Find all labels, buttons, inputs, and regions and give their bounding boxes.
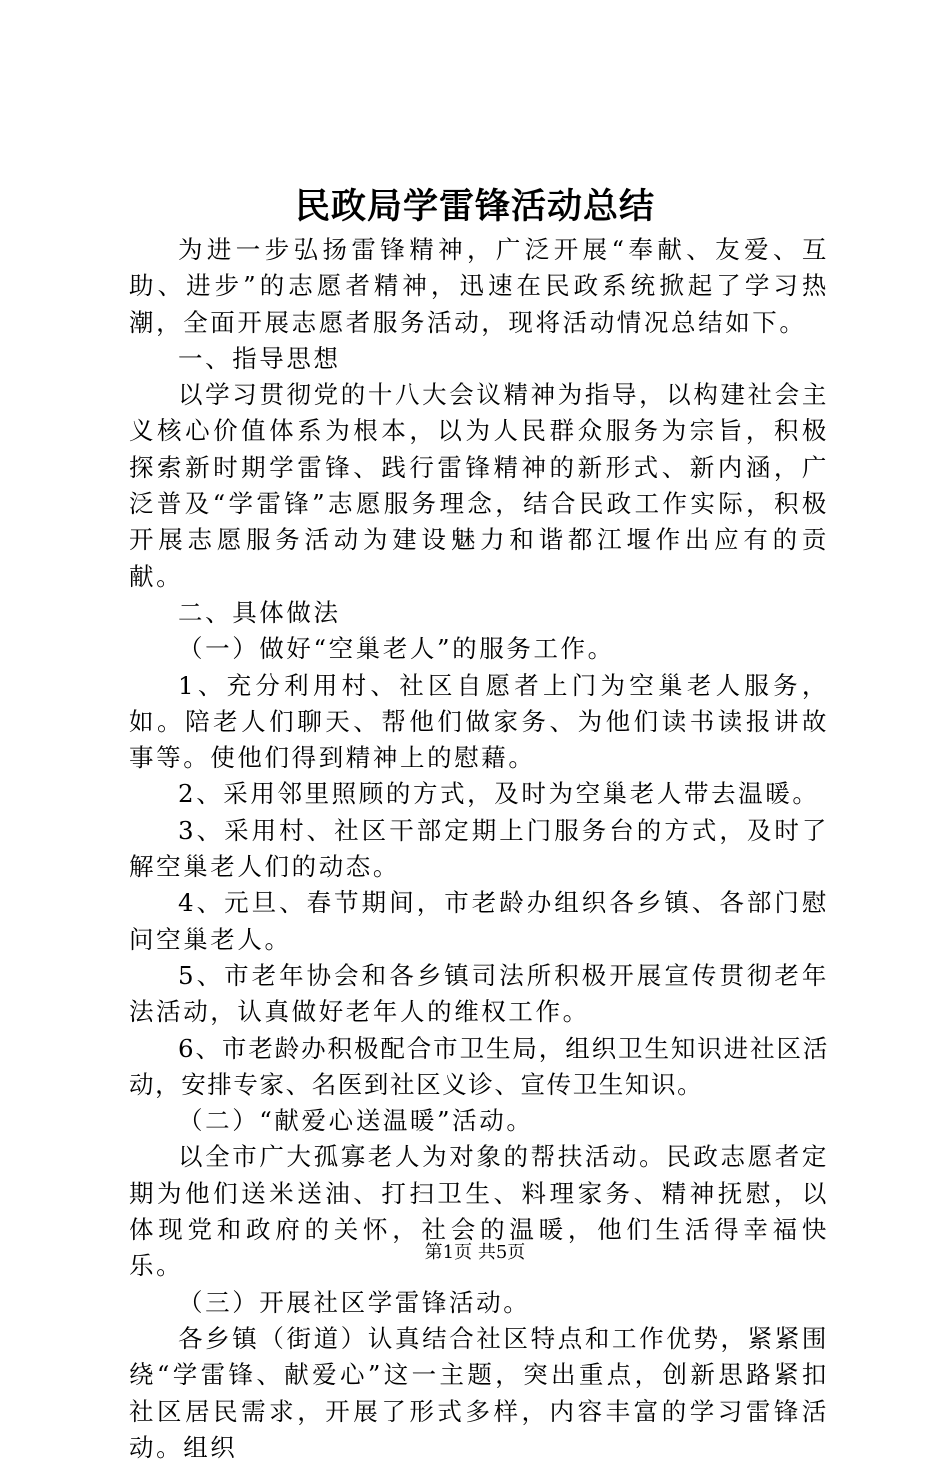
section-heading-guiding-ideology: 一、指导思想	[178, 343, 341, 373]
subsection-heading-empty-nest: （一）做好“空巢老人”的服务工作。	[178, 634, 615, 664]
list-item-4: 4、元旦、春节期间，市老龄办组织各乡镇、各部门慰问空巢老人。	[129, 888, 829, 954]
document-body	[129, 232, 829, 1466]
paragraph-guiding-ideology: 以学习贯彻党的十八大会议精神为指导，以构建社会主义核心价值体系为根本，以为人民群众服务为宗旨，积极探索新时期学雷锋、践行雷锋精神的新形式、新内涵，广泛普及“学雷锋”志愿服务理念，结合民政工作实际，积极开展志愿服务活动为建设魅力和谐都江堰作出应有的贡献。	[129, 380, 829, 591]
subsection-heading-community: （三）开展社区学雷锋活动。	[178, 1287, 531, 1317]
paragraph-love-warmth: 以全市广大孤寡老人为对象的帮扶活动。民政志愿者定期为他们送米送油、打扫卫生、料理家务、精神抚慰，以体现党和政府的关怀，社会的温暖，他们生活得幸福快乐。	[129, 1142, 829, 1281]
list-item-6: 6、市老龄办积极配合市卫生局，组织卫生知识进社区活动，安排专家、名医到社区义诊、宣传卫生知识。	[129, 1033, 829, 1099]
list-item-5: 5、市老年协会和各乡镇司法所积极开展宣传贯彻老年法活动，认真做好老年人的维权工作。	[129, 960, 829, 1027]
paragraph-community: 各乡镇（街道）认真结合社区特点和工作优势，紧紧围绕“学雷锋、献爱心”这一主题，突出重点，创新思路紧扣社区居民需求，开展了形式多样，内容丰富的学习雷锋活动。组织	[129, 1323, 829, 1462]
page-indicator: 第1页 共5页	[424, 1242, 526, 1263]
section-heading-specific-practices: 二、具体做法	[178, 597, 341, 627]
subsection-heading-love-warmth: （二）“献爱心送温暖”活动。	[178, 1106, 534, 1136]
list-item-1: 1、充分利用村、社区自愿者上门为空巢老人服务，如。陪老人们聊天、帮他们做家务、为他们读书读报讲故事等。使他们得到精神上的慰藉。	[129, 670, 829, 773]
list-item-3: 3、采用村、社区干部定期上门服务台的方式，及时了解空巢老人们的动态。	[129, 815, 829, 882]
document-title: 民政局学雷锋活动总结	[294, 186, 655, 227]
paragraph-intro: 为进一步弘扬雷锋精神，广泛开展“奉献、友爱、互助、进步”的志愿者精神，迅速在民政系统掀起了学习热潮，全面开展志愿者服务活动，现将活动情况总结如下。	[129, 235, 829, 337]
list-item-2: 2、采用邻里照顾的方式，及时为空巢老人带去温暖。	[178, 779, 820, 809]
